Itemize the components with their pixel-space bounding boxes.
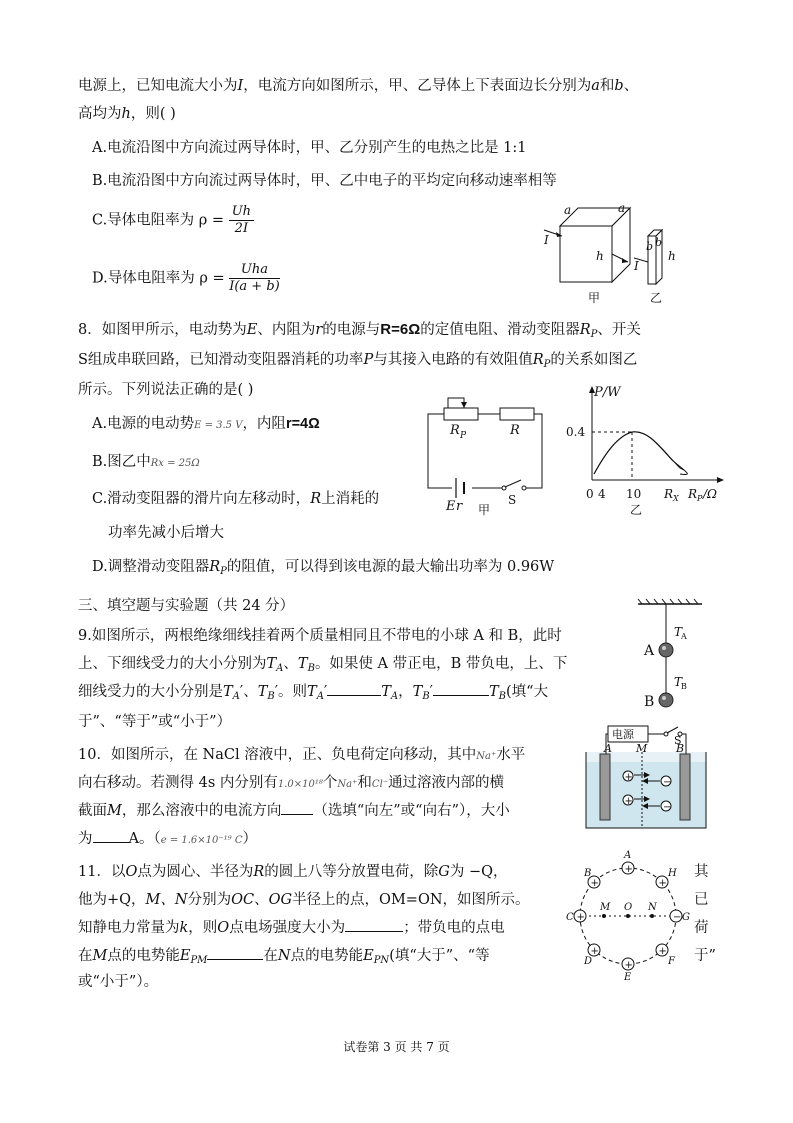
circuit-rp-sub: P [460, 431, 467, 441]
q8-circuit-jia [418, 392, 558, 518]
block-b-label-2: b [655, 236, 663, 249]
block-current-label: I [634, 259, 639, 273]
svg-text:+: + [658, 946, 667, 957]
charge-b-label: B [584, 868, 592, 879]
q10-line4: 为 A。（e = 1.6×10⁻¹⁹ C） [78, 831, 258, 847]
svg-text:−: − [663, 777, 672, 788]
q11-line2: 他为+Q，M、N分别为OC、OG半径上的点，OM=ON，如图所示。 [78, 892, 530, 908]
q8-graph-yi [562, 380, 732, 518]
section-3-heading: 三、填空题与实验题（共 24 分） [78, 598, 295, 614]
cube-a-label-2: a [618, 201, 626, 215]
block-h-label: h [668, 249, 676, 263]
cube-h-label: h [596, 249, 604, 263]
q7-option-c: C.导体电阻率为 ρ = $\frac{Uh}{2I}$ [92, 204, 254, 237]
q9-line2: 上、下细线受力的大小分别为$T_A$、$T_B$。如果使 A 带正电，B 带负电，上、下 [78, 656, 568, 674]
q8-option-d: D.调整滑动变阻器$R_P$的阻值，可以得到该电源的最大输出功率为 0.96W [92, 559, 555, 577]
charge-e-label: E [624, 972, 632, 983]
fig-jia-label: 甲 [588, 291, 601, 305]
q11-line1-end: 其 [694, 864, 709, 880]
graph-x-axis-sub: P [697, 494, 703, 503]
q11-line5: 或“小于”）。 [78, 974, 159, 990]
graph-x-axis-label: R [688, 487, 698, 501]
point-m-label: M [600, 902, 611, 913]
q9-line1: 9.如图所示，两根绝缘细线挂着两个质量相同且不带电的小球 A 和 B，此时 [78, 628, 562, 644]
graph-yi-label: 乙 [630, 503, 643, 517]
q9-line4: 于”、“等于”或“小于”） [78, 714, 232, 730]
q7-line1: 电源上，已知电流大小为I，电流方向如图所示，甲、乙导体上下表面边长分别为a和b、 [78, 78, 639, 94]
ball-a-label: A [644, 643, 655, 659]
q8-option-c-line1: C.滑动变阻器的滑片向左移动时，R上消耗的 [92, 491, 380, 507]
q8-option-b: B.图乙中Rx = 25Ω [92, 454, 200, 470]
circuit-switch-label: S [508, 493, 517, 507]
q7-option-d: D.导体电阻率为 ρ = $\frac{\text{Uha}}{I(a + b)}$ [92, 262, 280, 294]
charge-f-label: F [668, 956, 675, 967]
graph-x-tick-10: 10 [626, 487, 642, 501]
q7-line2: 高均为h，则( ) [78, 106, 176, 122]
tension-tb-sub: B [681, 682, 687, 691]
q8-option-c-line2: 功率先减小后增大 [108, 525, 224, 541]
fig-yi-label: 乙 [650, 291, 663, 305]
q11-line4: 在M点的电势能$E_{PM}$ 在N点的电势能$E_{PN}$(填“大于”、“等 [78, 948, 490, 966]
graph-x-axis-unit: /Ω [703, 487, 717, 501]
svg-text:−: − [673, 912, 682, 923]
tension-ta-label: T [674, 625, 683, 639]
q11-line2-end: 已 [694, 892, 709, 908]
q9-line3: 细线受力的大小分别是$T_A'$、$T_B'$。则$T_A'$ $T_A$，$T_B'$ $T_B$(填“大 [78, 684, 549, 702]
circuit-rp-label: R [450, 423, 460, 438]
q8-line2: S组成串联回路，已知滑动变阻器消耗的功率P与其接入电路的有效阻值$R_P$的关系如图乙 [78, 352, 638, 370]
page-footer: 试卷第 3 页 共 7 页 [343, 1040, 450, 1054]
q10-line3: 截面M，那么溶液中的电流方向 （选填“向左”或“向右”），大小 [78, 803, 510, 819]
q11-figure-charge-circle [566, 848, 690, 984]
point-n-label: N [648, 902, 657, 913]
block-b-label: b [646, 240, 654, 253]
q7-figure-conductors [530, 196, 690, 308]
q7-option-c-fraction: $\frac{Uh}{2I}$ [229, 204, 254, 237]
circuit-e-label: E [446, 499, 456, 514]
q10-blank-direction[interactable] [281, 814, 313, 815]
graph-x-tick-4: 4 [598, 487, 606, 501]
q11-line4-end: 于” [694, 948, 716, 964]
charge-a-label: A [624, 850, 632, 861]
circuit-r-internal-label: r [456, 499, 463, 514]
q10-blank-current[interactable] [93, 842, 129, 843]
charge-h-label: H [668, 868, 677, 879]
charge-g-label: G [682, 912, 690, 923]
q9-blank-1[interactable] [327, 695, 381, 696]
charge-c-label: C [566, 912, 574, 923]
section-m-label: M [636, 742, 648, 755]
tension-ta-sub: A [681, 632, 687, 641]
q7-option-a: A.电流沿图中方向流过两导体时，甲、乙分别产生的电热之比是 1:1 [92, 140, 527, 156]
cube-a-label: a [564, 203, 572, 217]
ball-b-label: B [644, 694, 655, 710]
charge-d-label: D [584, 956, 593, 967]
q11-line3: 知静电力常量为k，则O点电场强度大小为 ；带负电的点电 [78, 920, 505, 936]
switch-label: S [674, 734, 682, 747]
cube-current-label: I [544, 233, 549, 247]
q10-figure-electrolysis [576, 722, 716, 834]
svg-text:+: + [658, 878, 667, 889]
svg-text:+: + [590, 946, 599, 957]
svg-text:+: + [624, 864, 633, 875]
graph-rx-sub: X [673, 494, 679, 503]
graph-rx-label: R [664, 487, 674, 501]
graph-y-tick-0.4: 0.4 [566, 425, 586, 439]
electrode-a-label: A [604, 742, 612, 755]
q8-option-a: A.电源的电动势E = 3.5 V，内阻r=4Ω [92, 416, 320, 432]
q11-blank-field[interactable] [345, 931, 403, 932]
graph-x-tick-0: 0 [586, 487, 594, 501]
svg-text:+: + [624, 960, 633, 971]
q10-line2: 向右移动。若测得 4s 内分别有1.0×10¹⁸个Na⁺和Cl⁻通过溶液内部的横 [78, 775, 505, 791]
electrode-b-label: B [676, 742, 685, 755]
svg-text:−: − [663, 802, 672, 813]
tension-tb-label: T [674, 675, 683, 689]
graph-y-axis-label: P/W [594, 385, 621, 400]
svg-text:+: + [624, 772, 633, 783]
q11-blank-potential[interactable] [207, 959, 263, 960]
q11-line1: 11．以O点为圆心、半径为R的圆上八等分放置电荷，除G为 −Q， [78, 864, 508, 880]
q10-line1: 10．如图所示，在 NaCl 溶液中，正、负电荷定向移动，其中Na⁺水平 [78, 747, 526, 763]
point-o-label: O [624, 902, 633, 913]
circuit-r-label: R [510, 423, 520, 438]
svg-text:+: + [590, 878, 599, 889]
q7-option-d-fraction: $\frac{\text{Uha}}{I(a + b)}$ [229, 262, 280, 294]
power-source-label: 电源 [612, 728, 634, 741]
q8-line3: 所示。下列说法正确的是( ) [78, 382, 254, 398]
circuit-jia-label: 甲 [478, 503, 491, 517]
q11-line3-end: 荷 [694, 920, 709, 936]
q9-blank-2[interactable] [433, 695, 489, 696]
q9-figure-hanging-balls [630, 598, 710, 714]
svg-text:+: + [576, 912, 585, 923]
q7-option-b: B.电流沿图中方向流过两导体时，甲、乙中电子的平均定向移动速率相等 [92, 173, 557, 189]
svg-text:+: + [624, 796, 633, 807]
q8-line1: 8．如图甲所示，电动势为E、内阻为r的电源与R=6Ω的定值电阻、滑动变阻器$R_P$、开关 [78, 321, 641, 340]
